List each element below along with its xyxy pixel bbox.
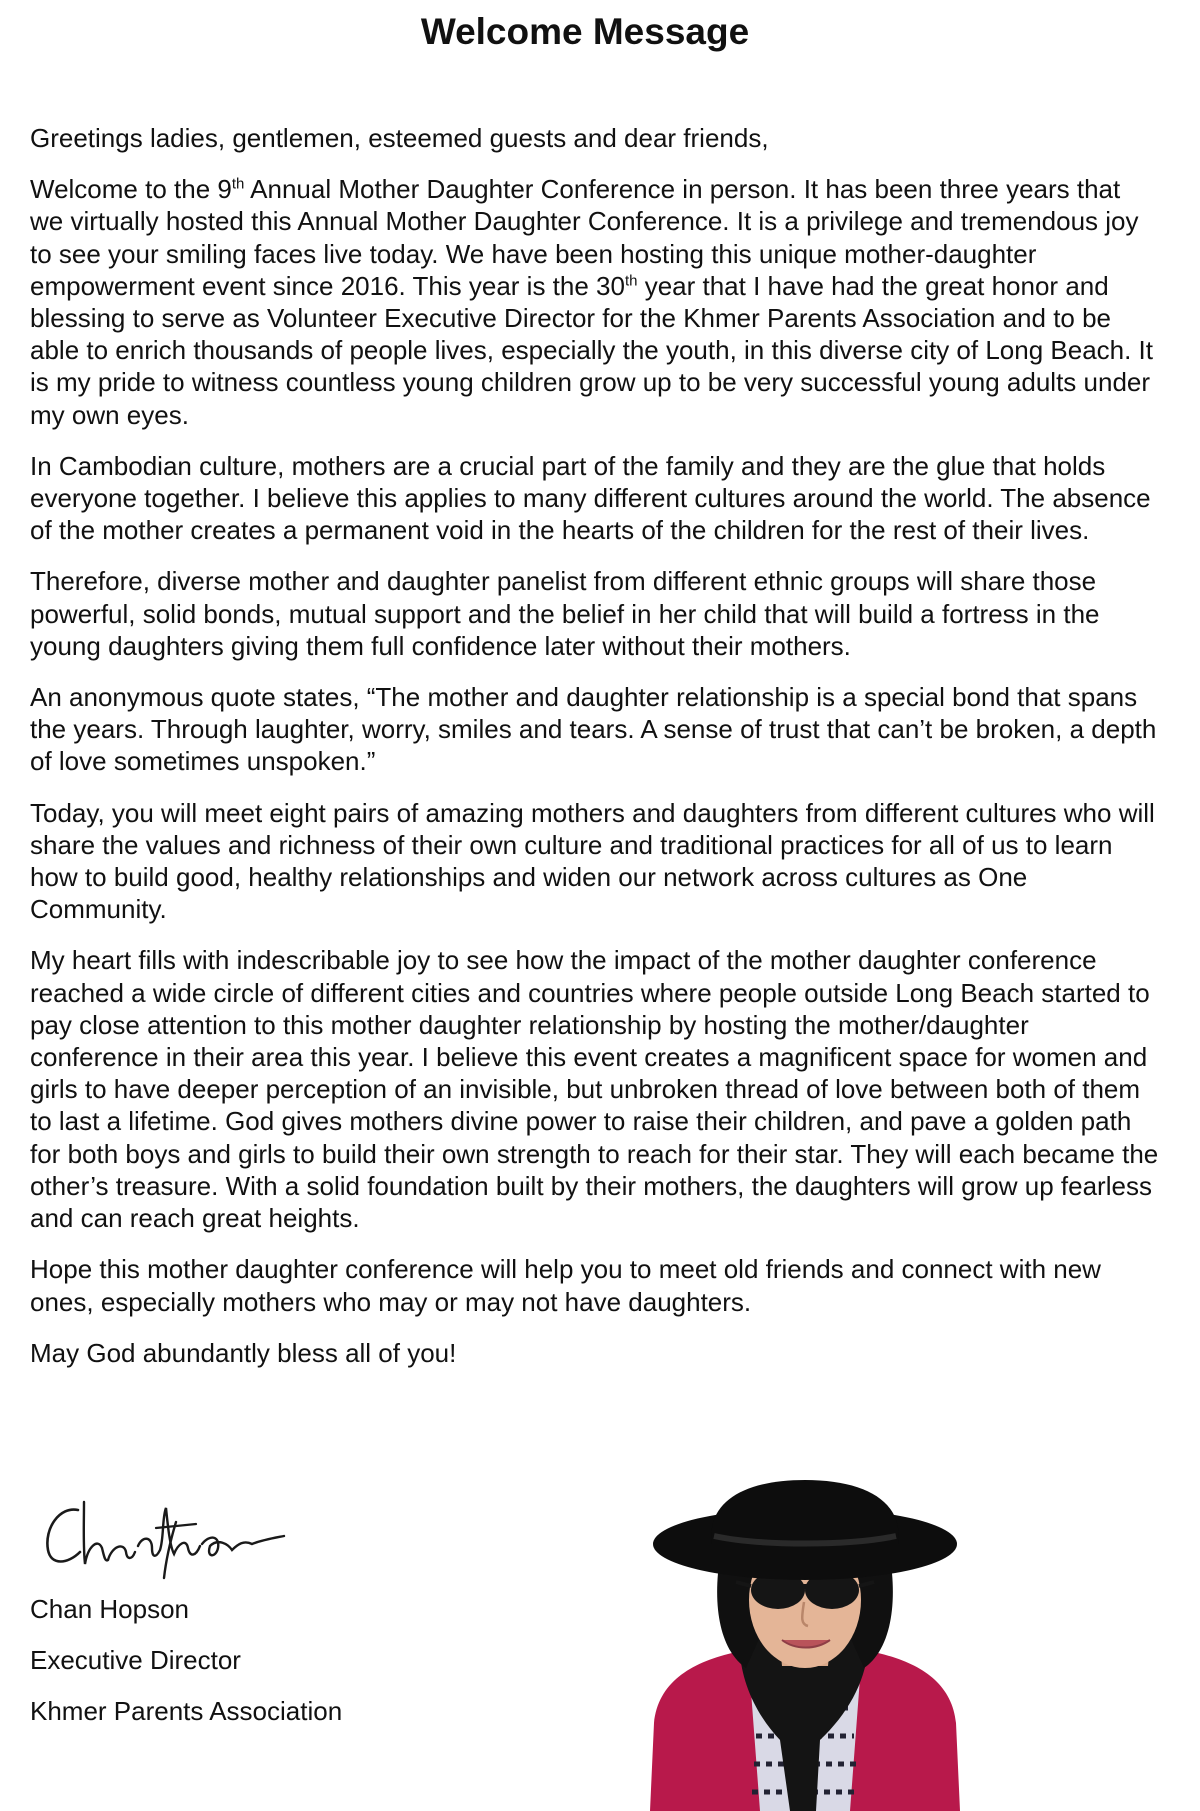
handwritten-signature-icon xyxy=(38,1488,288,1580)
paragraph-impact: My heart fills with indescribable joy to see how the impact of the mother daughter conference reached a wide circle of different cities and countries where people outside Long Beach started to pay close attention to this mother daughter relationship by hosting the mother/daughter conference in their area this year. I believe this event creates a magnificent space for women and girls to have deeper perception of an invisible, but unbroken thread of love between both of them to last a lifetime. God gives mothers divine power to raise their children, and pave a golden path for both boys and girls to build their own strength to reach for their star. They will each became the other’s treasure. With a solid foundation built by their mothers, the daughters will grow up fearless and can reach great heights. xyxy=(30,945,1159,1234)
signature-block xyxy=(30,1593,342,1746)
closing-line: May God abundantly bless all of you! xyxy=(30,1337,457,1368)
ordinal-suffix-1: th xyxy=(231,175,245,193)
paragraph-welcome xyxy=(30,173,1160,431)
paragraph-quote: An anonymous quote states, “The mother and daughter relationship is a special bond that spans the years. Through laughter, worry, smiles and tears. A sense of trust that can’t be broken, a depth of love sometimes unspoken.” xyxy=(30,682,1157,777)
greeting: Greetings ladies, gentlemen, esteemed guests and dear friends, xyxy=(30,123,769,153)
letter-body xyxy=(30,122,1160,1388)
ordinal-suffix-2: th xyxy=(624,272,638,290)
paragraph-panelists: Therefore, diverse mother and daughter panelist from different ethnic groups will share those powerful, solid bonds, mutual support and the belief in her child that will build a fortress in the young daughters giving them full confidence later without their mothers. xyxy=(30,566,1100,661)
portrait-photo-icon xyxy=(640,1478,970,1811)
paragraph-welcome-text-3: year that I have had the great honor and blessing to serve as Volunteer Executive Director for the Khmer Parents Association and to be able to enrich thousands of people lives, especially the youth, in this diverse city of Long Beach. It is my pride to witness countless young children grow up to be very successful young adults under my own eyes. xyxy=(30,270,1154,430)
page-title: Welcome Message xyxy=(420,11,750,52)
paragraph-today: Today, you will meet eight pairs of amazing mothers and daughters from different cultures who will share the values and richness of their own culture and traditional practices for all of us to learn how to build good, healthy relationships and widen our network across cultures as One Community. xyxy=(30,797,1155,925)
signer-role: Executive Director xyxy=(30,1645,241,1675)
paragraph-hope: Hope this mother daughter conference will help you to meet old friends and connect with new ones, especially mothers who may or may not have daughters. xyxy=(30,1254,1101,1317)
signer-name: Chan Hopson xyxy=(30,1594,189,1624)
paragraph-culture: In Cambodian culture, mothers are a crucial part of the family and they are the glue that holds everyone together. I believe this applies to many different cultures around the world. The absence of the mother creates a permanent void in the hearts of the children for the rest of their lives. xyxy=(30,450,1151,546)
paragraph-welcome-text-2: Annual Mother Daughter Conference in person. It has been three years that we virtually hosted this Annual Mother Daughter Conference. It is a privilege and tremendous joy to see your smiling faces live today. We have been hosting this unique mother-daughter empowerment event since 2016. This year is the 30 xyxy=(30,174,1139,301)
signer-organization: Khmer Parents Association xyxy=(30,1696,343,1726)
paragraph-welcome-text-1: Welcome to the 9 xyxy=(30,174,232,205)
